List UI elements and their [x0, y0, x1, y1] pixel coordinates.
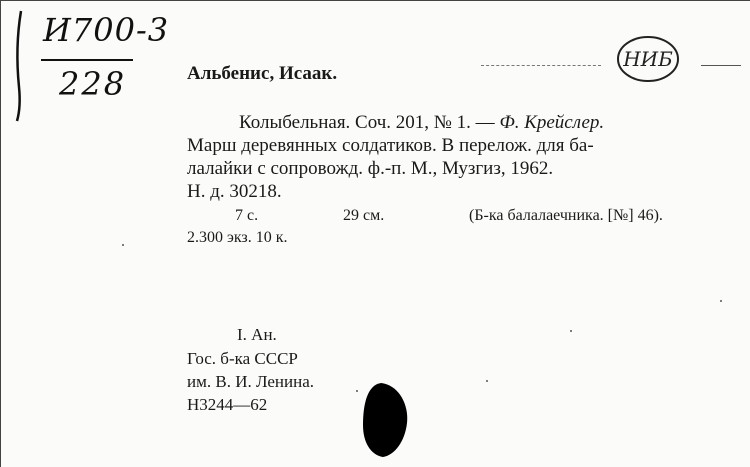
collation-size: 29 см.	[343, 207, 385, 224]
description-line-4: Н. д. 30218.	[187, 181, 282, 202]
heading-dashes	[481, 65, 601, 66]
title-text: Колыбельная. Соч. 201, № 1. —	[239, 112, 500, 133]
shelfmark-bottom: 228	[59, 65, 127, 103]
heading-dash-right	[701, 65, 741, 66]
card-number: Н3244—62	[187, 395, 268, 414]
punch-hole	[359, 379, 411, 459]
heading-author: Альбенис, Исаак.	[187, 63, 338, 84]
description-block	[187, 111, 737, 203]
description-line-2: Марш деревянных солдатиков. В перелож. для ба-	[187, 135, 594, 156]
editor-name: Ф. Крейслер.	[499, 112, 605, 133]
collation-pages: 7 с.	[235, 207, 259, 224]
collation-series: (Б-ка балалаечника. [№] 46).	[469, 207, 663, 224]
description-line-3: лалайки с сопровожд. ф.-п. М., Музгиз, 1962.	[187, 158, 554, 179]
library-stamp	[613, 33, 683, 85]
description-line-1	[187, 111, 737, 134]
library-line-2: им. В. И. Ленина.	[187, 372, 315, 391]
tracing: I. Ан.	[237, 325, 277, 344]
stamp-text: НИБ	[623, 47, 673, 71]
shelfmark-top: И700-3	[43, 11, 170, 49]
library-line-1: Гос. б-ка СССР	[187, 349, 298, 368]
shelfmark-bracket	[5, 7, 35, 127]
shelfmark-rule	[41, 59, 133, 61]
print-run: 2.300 экз. 10 к.	[187, 229, 288, 246]
